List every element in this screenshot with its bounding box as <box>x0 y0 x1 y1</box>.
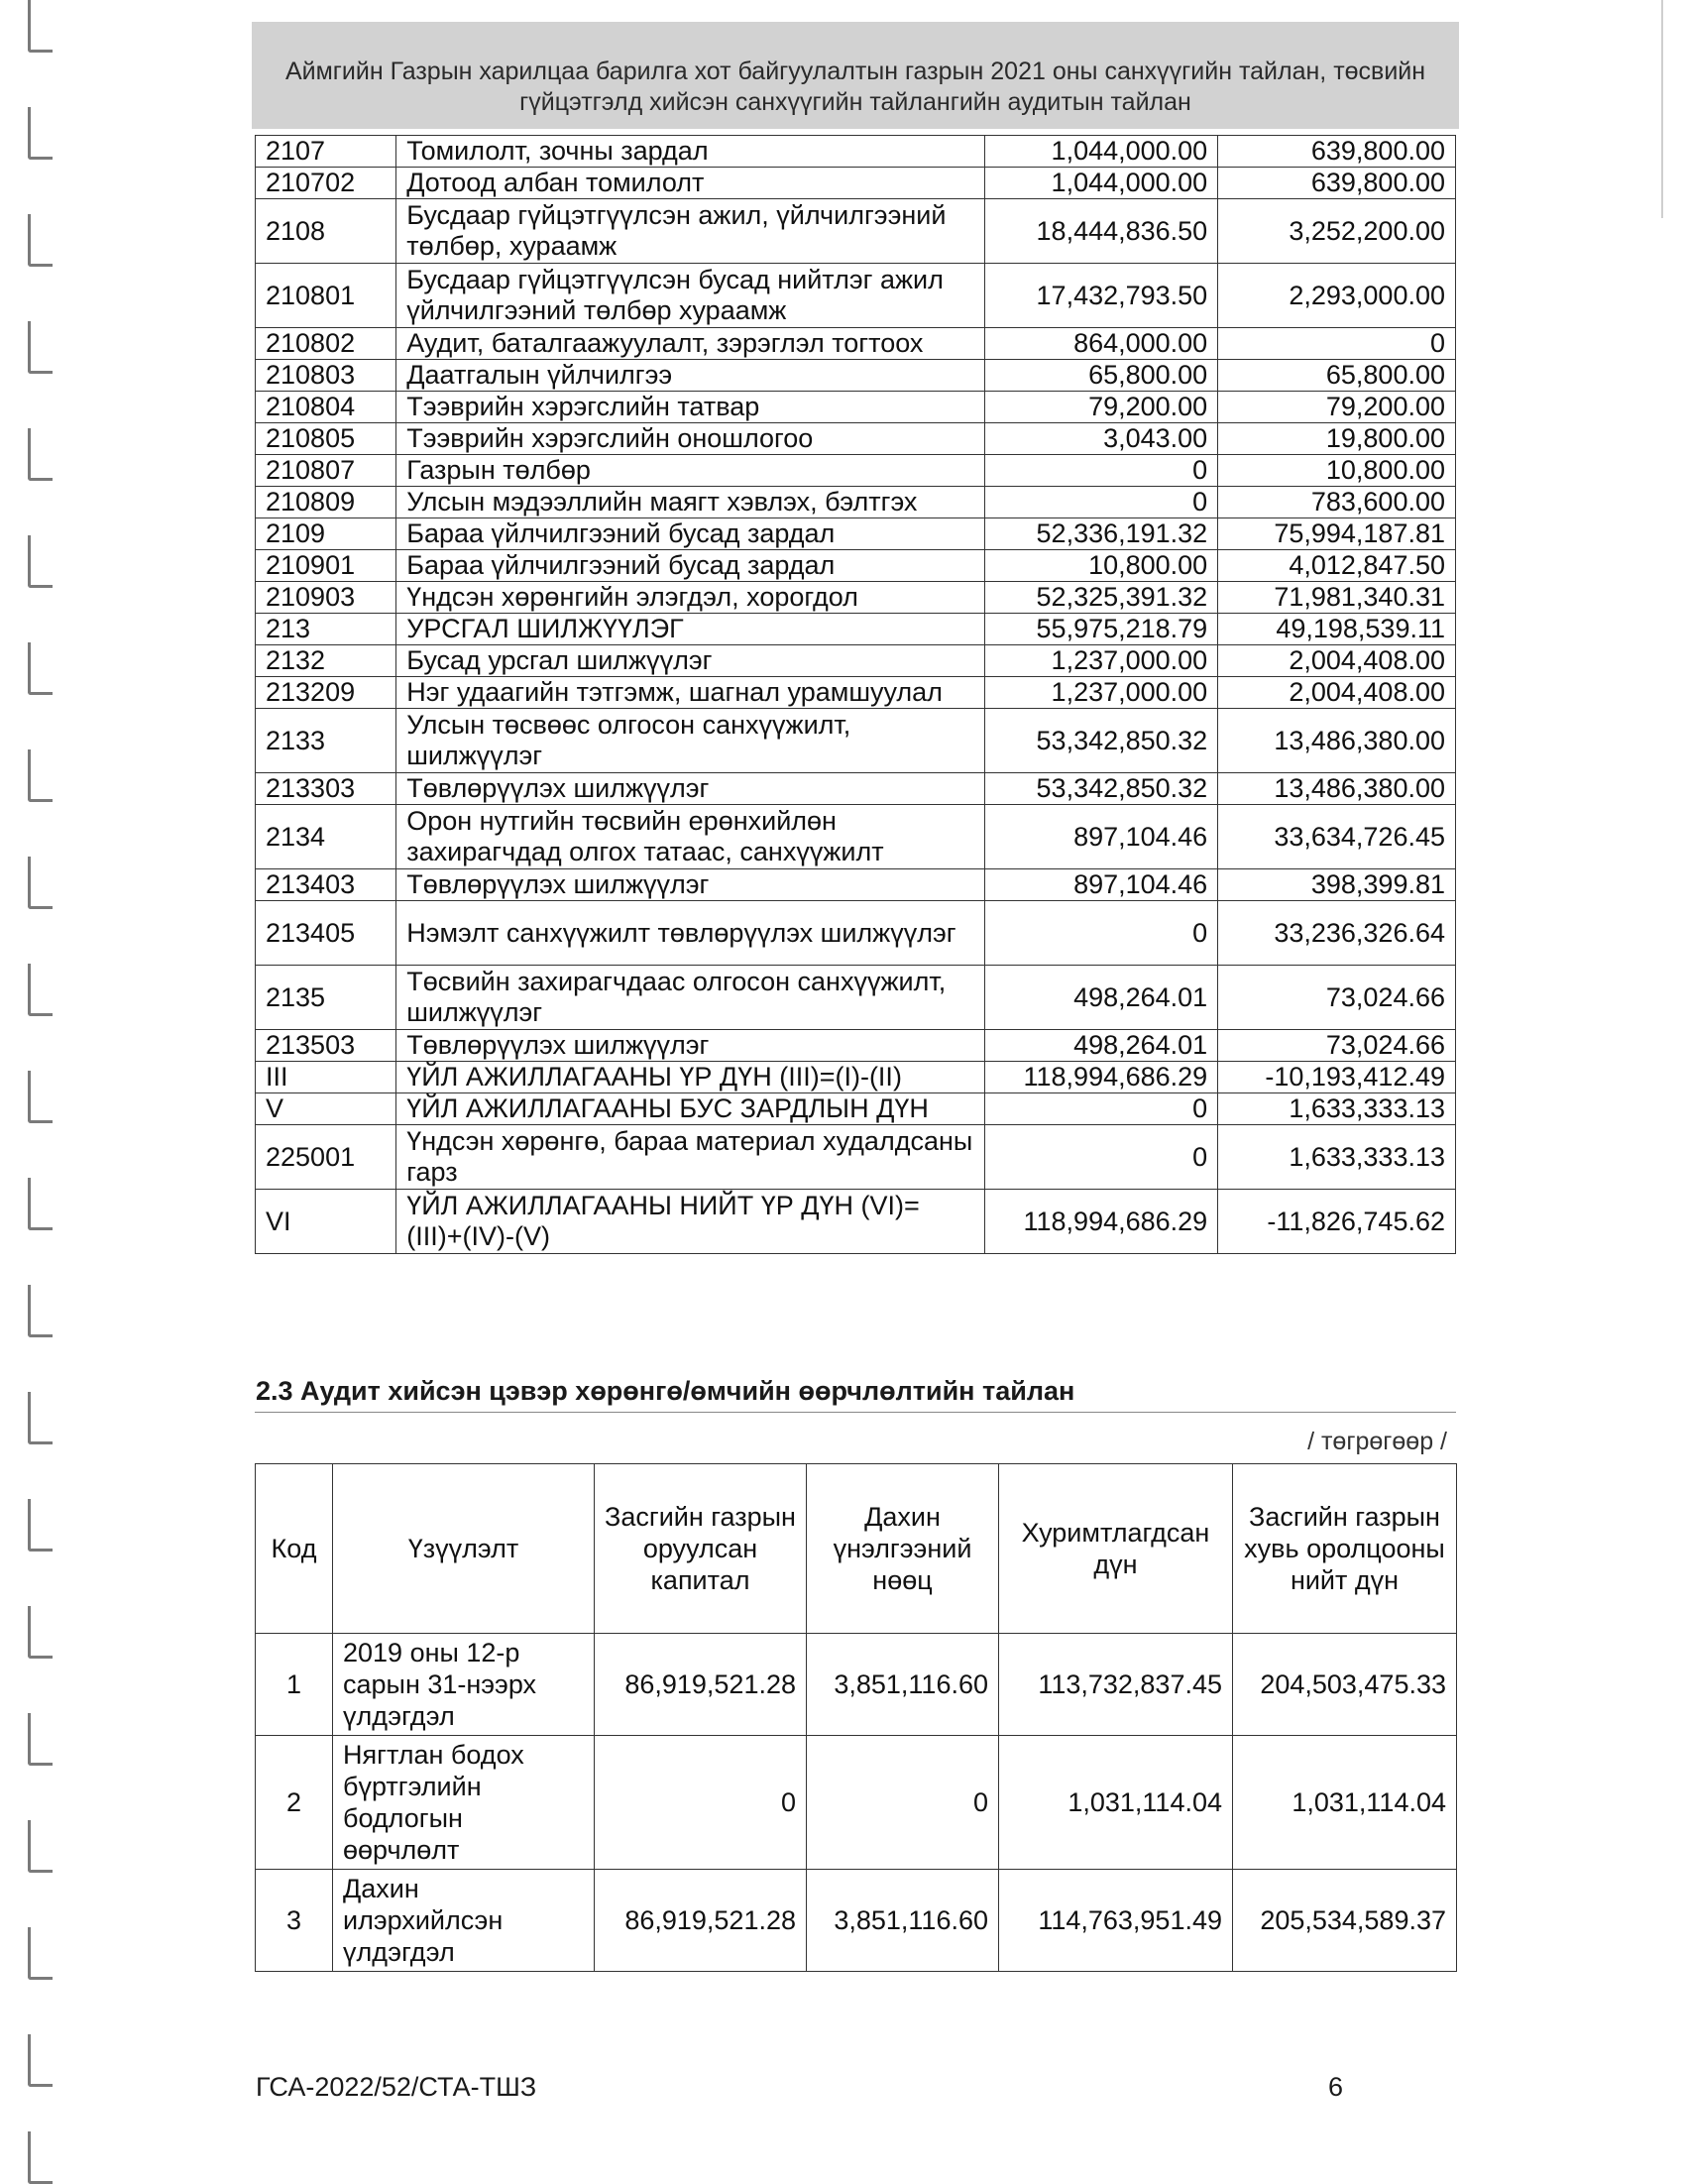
cell-value-2020: 17,432,793.50 <box>984 264 1218 328</box>
cell-value-2019: 13,486,380.00 <box>1218 773 1456 805</box>
cell-code: 210807 <box>256 455 396 487</box>
cell-code: 1 <box>256 1634 333 1736</box>
section-divider <box>255 1412 1456 1413</box>
cell-value-2019: 49,198,539.11 <box>1218 614 1456 645</box>
cell-name: Даатгалын үйлчилгээ <box>396 360 984 392</box>
cell-name: Нэмэлт санхүүжилт төвлөрүүлэх шилжүүлэг <box>396 901 984 966</box>
cell-value-2019: 71,981,340.31 <box>1218 582 1456 614</box>
table-row <box>256 614 1456 645</box>
cell-code: 225001 <box>256 1125 396 1190</box>
cell-value-2020: 3,043.00 <box>984 423 1218 455</box>
table-row <box>256 392 1456 423</box>
cell-name: Орон нутгийн төсвийн ерөнхийлөн захирагчдад олгох татаас, санхүүжилт <box>396 805 984 869</box>
cell-code: 2135 <box>256 966 396 1030</box>
cell-code: 210702 <box>256 168 396 199</box>
cell-code: 210804 <box>256 392 396 423</box>
page-number: 6 <box>1328 2072 1344 2102</box>
table-row <box>256 1736 1457 1870</box>
header-accumulated: Хуримтлагдсан дүн <box>999 1464 1233 1634</box>
cell-indicator: 2019 оны 12-р сарын 31-нээрх үлдэгдэл <box>333 1634 595 1736</box>
cell-value-2020: 897,104.46 <box>984 869 1218 901</box>
cell-value-2019: 19,800.00 <box>1218 423 1456 455</box>
cell-value-2020: 0 <box>984 1093 1218 1125</box>
cell-code: 2 <box>256 1736 333 1870</box>
table-row <box>256 550 1456 582</box>
cell-value-2019: 13,486,380.00 <box>1218 709 1456 773</box>
table-row <box>256 677 1456 709</box>
cell-name: ҮЙЛ АЖИЛЛАГААНЫ БУС ЗАРДЛЫН ДҮН <box>396 1093 984 1125</box>
table-row <box>256 869 1456 901</box>
cell-code: 2107 <box>256 136 396 168</box>
cell-name: Газрын төлбөр <box>396 455 984 487</box>
cell-value-2019: 2,004,408.00 <box>1218 645 1456 677</box>
table-row <box>256 805 1456 869</box>
cell-value-2019: 4,012,847.50 <box>1218 550 1456 582</box>
document-code: ГСА-2022/52/СТА-ТШЗ <box>256 2072 537 2102</box>
cell-name: Бусад урсгал шилжүүлэг <box>396 645 984 677</box>
cell-name: УРСГАЛ ШИЛЖҮҮЛЭГ <box>396 614 984 645</box>
table-row <box>256 1062 1456 1093</box>
cell-name: Төсвийн захирагчдаас олгосон санхүүжилт, шилжүүлэг <box>396 966 984 1030</box>
table-row <box>256 264 1456 328</box>
cell-accumulated: 1,031,114.04 <box>999 1736 1233 1870</box>
header-reserve: Дахин үнэлгээний нөөц <box>807 1464 999 1634</box>
cell-code: 2133 <box>256 709 396 773</box>
cell-value-2019: 2,004,408.00 <box>1218 677 1456 709</box>
cell-code: 210903 <box>256 582 396 614</box>
cell-value-2020: 498,264.01 <box>984 966 1218 1030</box>
cell-value-2020: 1,237,000.00 <box>984 645 1218 677</box>
cell-accumulated: 113,732,837.45 <box>999 1634 1233 1736</box>
cell-value-2019: 3,252,200.00 <box>1218 199 1456 264</box>
cell-value-2020: 55,975,218.79 <box>984 614 1218 645</box>
cell-name: Нэг удаагийн тэтгэмж, шагнал урамшуулал <box>396 677 984 709</box>
table-header-row <box>256 1464 1457 1634</box>
cell-reserve: 0 <box>807 1736 999 1870</box>
cell-value-2020: 864,000.00 <box>984 328 1218 360</box>
cell-code: 213503 <box>256 1030 396 1062</box>
cell-code: 210901 <box>256 550 396 582</box>
cell-code: 2109 <box>256 518 396 550</box>
cell-reserve: 3,851,116.60 <box>807 1870 999 1972</box>
cell-value-2020: 118,994,686.29 <box>984 1190 1218 1254</box>
cell-value-2019: 0 <box>1218 328 1456 360</box>
cell-value-2019: 73,024.66 <box>1218 1030 1456 1062</box>
section-title: 2.3 Аудит хийсэн цэвэр хөрөнгө/өмчийн өөрчлөлтийн тайлан <box>256 1376 1075 1406</box>
cell-name: Тээврийн хэрэгслийн татвар <box>396 392 984 423</box>
cell-value-2019: 79,200.00 <box>1218 392 1456 423</box>
cell-name: Үндсэн хөрөнгийн элэгдэл, хорогдол <box>396 582 984 614</box>
cell-code: 210809 <box>256 487 396 518</box>
cell-name: Аудит, баталгаажуулалт, зэрэглэл тогтоох <box>396 328 984 360</box>
cell-name: Улсын төсвөөс олгосон санхүүжилт, шилжүүлэг <box>396 709 984 773</box>
cell-code: 213405 <box>256 901 396 966</box>
table-row <box>256 136 1456 168</box>
cell-capital: 86,919,521.28 <box>595 1634 807 1736</box>
report-header <box>252 22 1459 129</box>
cell-name: Бараа үйлчилгээний бусад зардал <box>396 550 984 582</box>
cell-value-2020: 18,444,836.50 <box>984 199 1218 264</box>
cell-value-2020: 1,237,000.00 <box>984 677 1218 709</box>
table-row <box>256 455 1456 487</box>
cell-name: Төвлөрүүлэх шилжүүлэг <box>396 869 984 901</box>
cell-value-2019: 639,800.00 <box>1218 168 1456 199</box>
cell-value-2019: -10,193,412.49 <box>1218 1062 1456 1093</box>
cell-value-2020: 118,994,686.29 <box>984 1062 1218 1093</box>
cell-code: 2108 <box>256 199 396 264</box>
cell-name: Бараа үйлчилгээний бусад зардал <box>396 518 984 550</box>
cell-code: 213303 <box>256 773 396 805</box>
cell-value-2020: 1,044,000.00 <box>984 168 1218 199</box>
cell-code: 210801 <box>256 264 396 328</box>
cell-name: Бусдаар гүйцэтгүүлсэн бусад нийтлэг ажил үйлчилгээний төлбөр хураамж <box>396 264 984 328</box>
header-total: Засгийн газрын хувь оролцооны нийт дүн <box>1233 1464 1457 1634</box>
cell-value-2019: 783,600.00 <box>1218 487 1456 518</box>
cell-value-2020: 52,336,191.32 <box>984 518 1218 550</box>
cell-name: ҮЙЛ АЖИЛЛАГААНЫ НИЙТ ҮР ДҮН (VI)=(III)+(IV)-(V) <box>396 1190 984 1254</box>
cell-value-2020: 10,800.00 <box>984 550 1218 582</box>
cell-name: Томилолт, зочны зардал <box>396 136 984 168</box>
cell-capital: 86,919,521.28 <box>595 1870 807 1972</box>
cell-code: 210805 <box>256 423 396 455</box>
table-row <box>256 582 1456 614</box>
cell-code: V <box>256 1093 396 1125</box>
table-row <box>256 1634 1457 1736</box>
header-code: Код <box>256 1464 333 1634</box>
table-row <box>256 901 1456 966</box>
table-row <box>256 645 1456 677</box>
cell-value-2020: 79,200.00 <box>984 392 1218 423</box>
expense-table <box>255 135 1456 1254</box>
table-row <box>256 1093 1456 1125</box>
table-row <box>256 423 1456 455</box>
unit-label: / төгрөгөөр / <box>1307 1428 1447 1455</box>
cell-indicator: Нягтлан бодох бүртгэлийн бодлогын өөрчлөлт <box>333 1736 595 1870</box>
cell-value-2020: 498,264.01 <box>984 1030 1218 1062</box>
header-indicator: Үзүүлэлт <box>333 1464 595 1634</box>
cell-value-2020: 0 <box>984 455 1218 487</box>
cell-value-2020: 53,342,850.32 <box>984 773 1218 805</box>
cell-name: Төвлөрүүлэх шилжүүлэг <box>396 773 984 805</box>
table-row <box>256 518 1456 550</box>
cell-value-2019: -11,826,745.62 <box>1218 1190 1456 1254</box>
cell-value-2020: 0 <box>984 1125 1218 1190</box>
cell-value-2020: 52,325,391.32 <box>984 582 1218 614</box>
table-row <box>256 360 1456 392</box>
cell-name: Үндсэн хөрөнгө, бараа материал худалдсаны гарз <box>396 1125 984 1190</box>
cell-total: 205,534,589.37 <box>1233 1870 1457 1972</box>
table-row <box>256 709 1456 773</box>
table-row <box>256 1190 1456 1254</box>
cell-name: Төвлөрүүлэх шилжүүлэг <box>396 1030 984 1062</box>
table-row <box>256 168 1456 199</box>
cell-code: III <box>256 1062 396 1093</box>
cell-code: 2132 <box>256 645 396 677</box>
cell-name: Тээврийн хэрэгслийн оношлогоо <box>396 423 984 455</box>
cell-value-2020: 1,044,000.00 <box>984 136 1218 168</box>
cell-value-2019: 398,399.81 <box>1218 869 1456 901</box>
report-title: Аймгийн Газрын харилцаа барилга хот байгуулалтын газрын 2021 оны санхүүгийн тайлан, төсвийн гүйцэтгэлд хийсэн санхүүгийн тайлангийн аудитын тайлан <box>284 57 1426 116</box>
cell-code: VI <box>256 1190 396 1254</box>
page-edge <box>1661 0 1663 218</box>
table-row <box>256 199 1456 264</box>
cell-code: 210803 <box>256 360 396 392</box>
cell-reserve: 3,851,116.60 <box>807 1634 999 1736</box>
table-row <box>256 1870 1457 1972</box>
cell-value-2019: 2,293,000.00 <box>1218 264 1456 328</box>
cell-value-2020: 65,800.00 <box>984 360 1218 392</box>
cell-indicator: Дахин илэрхийлсэн үлдэгдэл <box>333 1870 595 1972</box>
cell-code: 213209 <box>256 677 396 709</box>
cell-value-2019: 65,800.00 <box>1218 360 1456 392</box>
cell-code: 3 <box>256 1870 333 1972</box>
cell-value-2019: 33,236,326.64 <box>1218 901 1456 966</box>
cell-value-2019: 33,634,726.45 <box>1218 805 1456 869</box>
cell-code: 210802 <box>256 328 396 360</box>
cell-name: Дотоод албан томилолт <box>396 168 984 199</box>
cell-accumulated: 114,763,951.49 <box>999 1870 1233 1972</box>
cell-name: ҮЙЛ АЖИЛЛАГААНЫ ҮР ДҮН (III)=(I)-(II) <box>396 1062 984 1093</box>
cell-name: Улсын мэдээллийн маягт хэвлэх, бэлтгэх <box>396 487 984 518</box>
cell-capital: 0 <box>595 1736 807 1870</box>
table-row <box>256 773 1456 805</box>
table-row <box>256 328 1456 360</box>
table-row <box>256 487 1456 518</box>
cell-name: Бусдаар гүйцэтгүүлсэн ажил, үйлчилгээний төлбөр, хураамж <box>396 199 984 264</box>
cell-value-2019: 639,800.00 <box>1218 136 1456 168</box>
cell-total: 204,503,475.33 <box>1233 1634 1457 1736</box>
cell-value-2020: 0 <box>984 487 1218 518</box>
cell-value-2019: 75,994,187.81 <box>1218 518 1456 550</box>
cell-value-2020: 53,342,850.32 <box>984 709 1218 773</box>
binder-rings <box>0 0 69 2181</box>
cell-value-2019: 10,800.00 <box>1218 455 1456 487</box>
cell-value-2019: 1,633,333.13 <box>1218 1125 1456 1190</box>
cell-code: 213403 <box>256 869 396 901</box>
cell-value-2019: 73,024.66 <box>1218 966 1456 1030</box>
table-row <box>256 1125 1456 1190</box>
table-row <box>256 1030 1456 1062</box>
header-capital: Засгийн газрын оруулсан капитал <box>595 1464 807 1634</box>
cell-value-2020: 897,104.46 <box>984 805 1218 869</box>
table-row <box>256 966 1456 1030</box>
cell-code: 2134 <box>256 805 396 869</box>
cell-value-2019: 1,633,333.13 <box>1218 1093 1456 1125</box>
equity-change-table <box>255 1463 1457 1972</box>
cell-total: 1,031,114.04 <box>1233 1736 1457 1870</box>
cell-code: 213 <box>256 614 396 645</box>
cell-value-2020: 0 <box>984 901 1218 966</box>
